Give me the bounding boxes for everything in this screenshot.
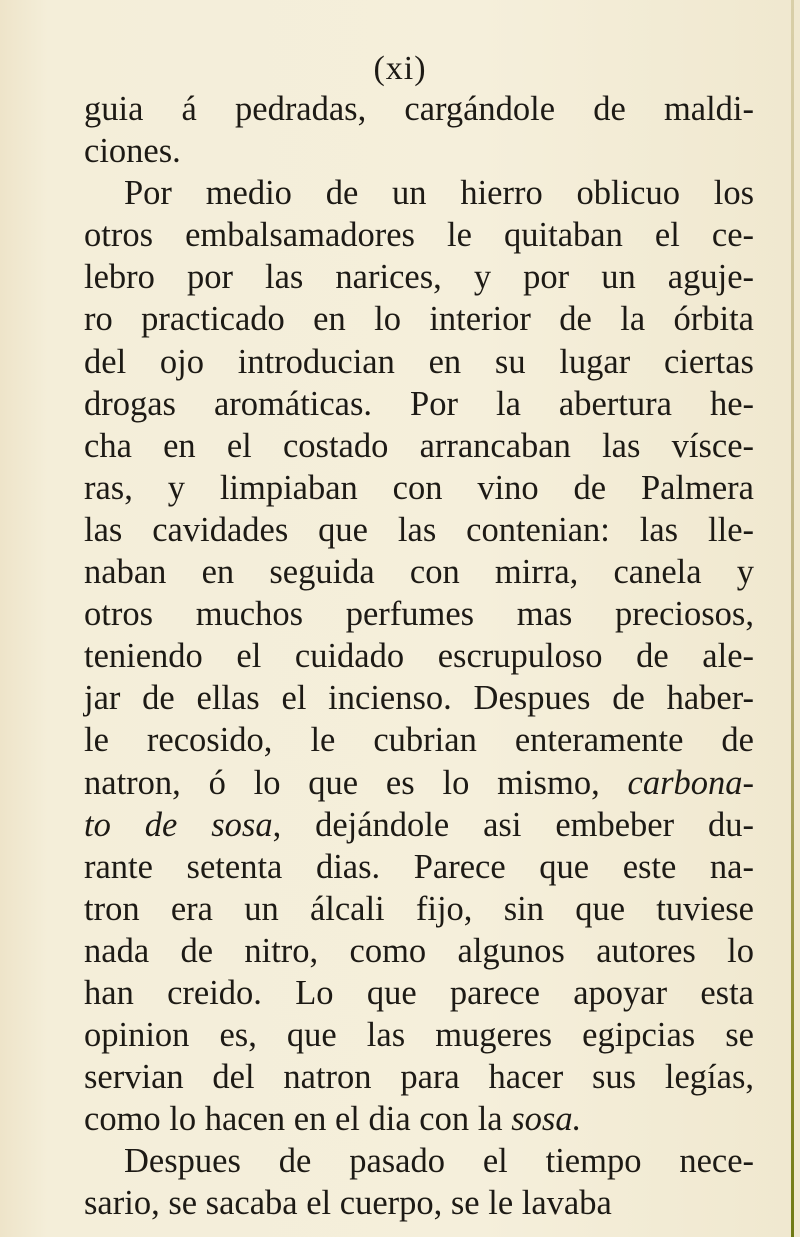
line-text: , dejándole asi embeber du- [272, 805, 754, 844]
line-text: ciones. [84, 132, 181, 171]
text-line [84, 804, 754, 846]
text-line [84, 719, 754, 761]
text-line [84, 383, 754, 425]
text-line [84, 677, 754, 719]
line-text: Por medio de un hierro oblicuo los [124, 174, 754, 213]
line-text: teniendo el cuidado escrupuloso de ale- [84, 637, 754, 676]
line-text: guia á pedradas, cargándole de maldi- [84, 90, 754, 128]
line-text: opinion es, que las mugeres egipcias se [84, 1016, 754, 1055]
text-line [84, 1056, 754, 1098]
text-line [84, 762, 754, 804]
line-text: tron era un álcali fijo, sin que tuviese [84, 889, 754, 928]
line-text: otros embalsamadores le quitaban el ce- [84, 216, 754, 255]
line-text: ro practicado en lo interior de la órbita [84, 300, 754, 339]
line-text: otros muchos perfumes mas preciosos, [84, 595, 754, 634]
italic-text: to de sosa [84, 805, 273, 844]
page-number: (xi) [373, 50, 427, 87]
text-line [84, 593, 754, 635]
line-text: sario, se sacaba el cuerpo, se le lavaba [84, 1184, 612, 1223]
text-line [84, 467, 754, 509]
line-text: cha en el costado arrancaban las vísce- [84, 426, 754, 465]
line-text: del ojo introducian en su lugar ciertas [84, 342, 754, 381]
text-line [84, 888, 754, 930]
line-text: le recosido, le cubrian enteramente de [84, 721, 754, 760]
text-line [84, 1140, 754, 1182]
text-line [84, 214, 754, 256]
text-line [84, 1182, 754, 1224]
line-text: nada de nitro, como algunos autores lo [84, 931, 754, 970]
page-edge [791, 0, 794, 1237]
text-line [84, 256, 754, 298]
line-text: naban en seguida con mirra, canela y [84, 553, 754, 592]
line-text: jar de ellas el incienso. Despues de haber- [84, 679, 754, 718]
text-line [84, 1098, 754, 1140]
text-line [84, 88, 754, 130]
text-line [84, 1014, 754, 1056]
line-text: rante setenta dias. Parece que este na- [84, 847, 754, 886]
italic-text: carbona- [627, 763, 754, 802]
text-line [84, 551, 754, 593]
italic-text: sosa. [511, 1100, 582, 1139]
text-line [84, 846, 754, 888]
text-line [84, 509, 754, 551]
line-text: drogas aromáticas. Por la abertura he- [84, 384, 754, 423]
text-line [84, 930, 754, 972]
body-text [84, 88, 754, 1225]
line-text: ras, y limpiaban con vino de Palmera [84, 468, 754, 507]
text-line [84, 341, 754, 383]
line-text: las cavidades que las contenian: las lle- [84, 510, 754, 549]
text-line [84, 972, 754, 1014]
line-text: lebro por las narices, y por un aguje- [84, 258, 754, 297]
line-text: como lo hacen en el dia con la [84, 1100, 512, 1139]
text-line [84, 172, 754, 214]
text-line [84, 425, 754, 467]
text-line [84, 635, 754, 677]
line-text: Despues de pasado el tiempo nece- [124, 1142, 754, 1181]
text-line [84, 298, 754, 340]
text-line [84, 130, 754, 172]
line-text: han creido. Lo que parece apoyar esta [84, 973, 754, 1012]
line-text: natron, ó lo que es lo mismo, [84, 763, 628, 802]
line-text: servian del natron para hacer sus legías, [84, 1058, 754, 1097]
